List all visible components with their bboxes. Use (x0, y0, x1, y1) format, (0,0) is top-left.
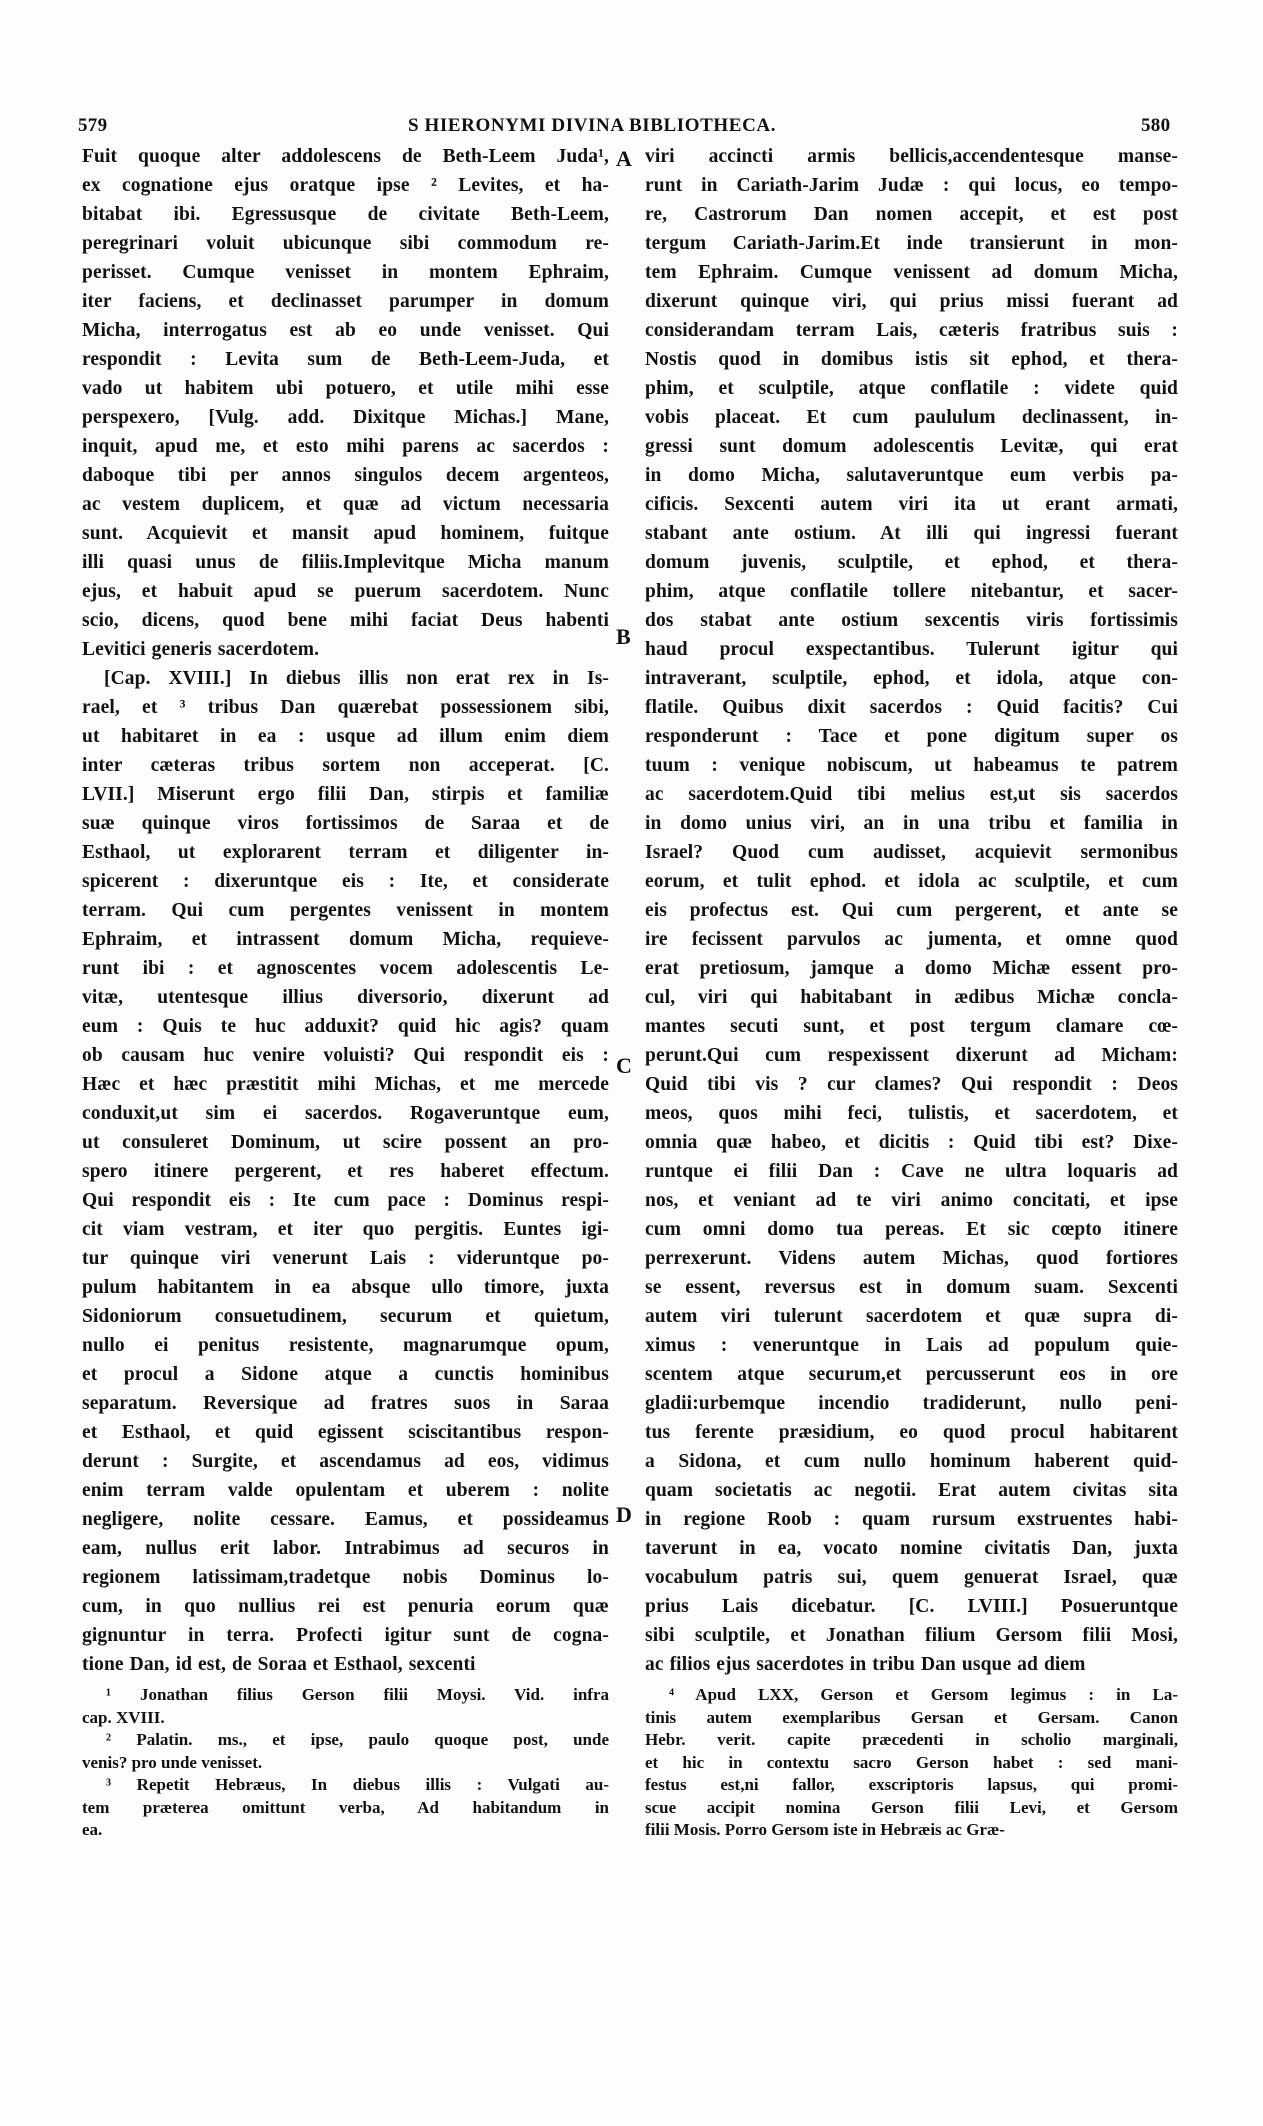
text-line: phim, et sculptile, atque conflatile : videte quid (645, 378, 1178, 399)
text-line: tus ferente præsidium, eo quod procul habitarent (645, 1422, 1178, 1443)
text-line: considerandam terram Lais, cæteris fratribus suis : (645, 320, 1178, 341)
footnote-line: scue accipit nomina Gerson filii Levi, et Gersom (645, 1797, 1178, 1817)
margin-letter-c: C (616, 1053, 632, 1078)
text-line: ximus : veneruntque in Lais ad populum quie- (645, 1335, 1178, 1356)
text-line: ob causam huc venire voluisti? Qui respondit eis : (82, 1045, 609, 1066)
text-line: illi quasi unus de filiis.Implevitque Micha manum (82, 552, 609, 573)
text-line: Nostis quod in domibus istis sit ephod, et thera- (645, 349, 1178, 370)
text-line: re, Castrorum Dan nomen accepit, et est post (645, 204, 1178, 225)
text-line: ac vestem duplicem, et quæ ad victum necessaria (82, 494, 609, 515)
text-line: dixerunt quinque viri, qui prius missi fuerant ad (645, 291, 1178, 312)
text-line: ac filios ejus sacerdotes in tribu Dan usque ad diem (645, 1654, 1086, 1675)
text-line: perspexero, [Vulg. add. Dixitque Michas.] Mane, (82, 407, 609, 428)
text-line: intraverant, sculptile, ephod, et idola, atque con- (645, 668, 1178, 689)
text-line: gressi sunt domum adolescentis Levitæ, qui erat (645, 436, 1178, 457)
footnote-line: venis? pro unde venisset. (82, 1752, 263, 1772)
text-line: pulum habitantem in ea absque ullo timore, juxta (82, 1277, 609, 1298)
footnote-line: festus est,ni fallor, exscriptoris lapsus, qui promi- (645, 1775, 1178, 1794)
text-line: bitabat ibi. Egressusque de civitate Beth-Leem, (82, 204, 609, 225)
text-line: Esthaol, ut explorarent terram et diligenter in- (82, 842, 609, 863)
text-line: spicerent : dixeruntque eis : Ite, et considerate (82, 871, 609, 892)
footnote-line: filii Mosis. Porro Gersom iste in Hebræis ac Græ- (645, 1820, 1005, 1839)
text-line: flatile. Quibus dixit sacerdos : Quid facitis? Cui (645, 697, 1178, 718)
text-line: cul, viri qui habitabant in ædibus Michæ concla- (645, 987, 1178, 1008)
text-line: perisset. Cumque venisset in montem Ephraim, (82, 262, 609, 283)
text-line: et Esthaol, et quid egissent sciscitantibus respon- (82, 1422, 609, 1443)
text-line: runtque ei filii Dan : Cave ne ultra loquaris ad (645, 1161, 1178, 1182)
text-line: stabant ante ostium. At illi qui ingressi fuerant (645, 523, 1178, 544)
text-line: tuum : venique nobiscum, ut habeamus te patrem (645, 755, 1178, 776)
footnote-line: Hebr. verit. capite præcedenti in scholio marginali, (645, 1730, 1178, 1749)
text-line: haud procul exspectantibus. Tulerunt igitur qui (645, 639, 1178, 660)
text-line: cum, in quo nullius rei est penuria eorum quæ (82, 1596, 609, 1617)
text-line: perunt.Qui cum respexissent dixerunt ad Micham: (645, 1045, 1178, 1066)
footnote-line: ⁴ Apud LXX, Gerson et Gersom legimus : in La- (669, 1685, 1178, 1704)
right-footnotes (645, 1684, 1178, 1842)
text-line: quam societatis ac negotii. Erat autem civitas sita (645, 1480, 1178, 1501)
text-line: cum omni domo tua pereas. Et sic cœpto itinere (645, 1219, 1178, 1240)
text-line: eam, nullus erit labor. Intrabimus ad securos in (82, 1538, 609, 1559)
text-line: scentem atque securum,et percusserunt eos in ore (645, 1364, 1178, 1385)
text-line: phim, atque conflatile tollere nitebantur, et sacer- (645, 581, 1178, 602)
footnote-line: cap. XVIII. (82, 1707, 165, 1727)
text-line: prius Lais dicebatur. [C. LVIII.] Posueruntque (645, 1596, 1178, 1617)
text-line: terram. Qui cum pergentes venissent in montem (82, 900, 609, 921)
text-line: eum : Quis te huc adduxit? quid hic agis? quam (82, 1016, 609, 1037)
text-line: scio, dicens, quod bene mihi faciat Deus habenti (82, 610, 609, 631)
text-line: vocabulum patris sui, quem genuerat Israel, quæ (645, 1567, 1178, 1588)
margin-letter-d: D (616, 1502, 632, 1527)
text-line: Quid tibi vis ? cur clames? Qui respondit : Deos (645, 1074, 1178, 1095)
text-line: mantes secuti sunt, et post tergum clamare cœ- (645, 1016, 1178, 1037)
text-line: responderunt : Tace et pone digitum super os (645, 726, 1178, 747)
text-line: cificis. Sexcenti autem viri ita ut erant armati, (645, 494, 1178, 515)
margin-letter-b: B (616, 624, 631, 649)
running-title: S HIERONYMI DIVINA BIBLIOTHECA. (408, 115, 777, 136)
text-line: peregrinari voluit ubicunque sibi commodum re- (82, 233, 609, 254)
text-line: autem viri tulerunt sacerdotem et quæ supra di- (645, 1306, 1178, 1327)
left-footnotes (82, 1684, 609, 1842)
text-line: meos, quos mihi feci, tulistis, et sacerdotem, et (645, 1103, 1178, 1124)
text-line: tur quinque viri venerunt Lais : videruntque po- (82, 1248, 609, 1269)
text-line: et procul a Sidone atque a cunctis hominibus (82, 1364, 609, 1385)
left-column-text (82, 142, 609, 1679)
footnote-line: ea. (82, 1820, 103, 1839)
text-line: vitæ, utentesque illius diversorio, dixerunt ad (82, 987, 609, 1008)
text-line: tergum Cariath-Jarim.Et inde transierunt in mon- (645, 233, 1178, 254)
text-line: iter faciens, et declinasset parumper in domum (82, 291, 609, 312)
text-line: inter cæteras tribus sortem non acceperat. [C. (82, 755, 609, 776)
text-line: sunt. Acquievit et mansit apud hominem, fuitque (82, 523, 609, 544)
text-line: Israel? Quod cum audisset, acquievit sermonibus (645, 842, 1178, 863)
text-line: Hæc et hæc præstitit mihi Michas, et me mercede (82, 1074, 609, 1095)
text-line: tem Ephraim. Cumque venissent ad domum Micha, (645, 262, 1178, 283)
text-line: respondit : Levita sum de Beth-Leem-Juda, et (82, 349, 609, 370)
text-line: eis profectus est. Qui cum pergerent, et ante se (645, 900, 1178, 921)
text-line: vobis placeat. Et cum paululum declinassent, in- (645, 407, 1178, 428)
text-line: regionem latissimam,tradetque nobis Dominus lo- (82, 1567, 609, 1588)
text-line: tione Dan, id est, de Soraa et Esthaol, sexcenti (82, 1654, 476, 1675)
text-line: taverunt in ea, vocato nomine civitatis Dan, juxta (645, 1538, 1178, 1559)
text-line: Ephraim, et intrassent domum Micha, requieve- (82, 929, 609, 950)
text-line: ire fecissent parvulos ac jumenta, et omne quod (645, 929, 1178, 950)
text-line: Levitici generis sacerdotem. (82, 639, 320, 660)
text-line: cit viam vestram, et iter quo pergitis. Euntes igi- (82, 1219, 609, 1240)
footnote-line: ¹ Jonathan filius Gerson filii Moysi. Vid. infra (106, 1685, 609, 1704)
footnote-line: et hic in contextu sacro Gerson habet : sed mani- (645, 1752, 1178, 1772)
text-line: Sidoniorum consuetudinem, securum et quietum, (82, 1306, 609, 1327)
text-line: spero itinere pergerent, et res haberet effectum. (82, 1161, 609, 1182)
text-line: daboque tibi per annos singulos decem argenteos, (82, 465, 609, 486)
text-line: separatum. Reversique ad fratres suos in Saraa (82, 1393, 609, 1414)
text-line: ex cognatione ejus oratque ipse ² Levites, et ha- (82, 175, 609, 196)
text-line: [Cap. XVIII.] In diebus illis non erat rex in Is- (104, 668, 609, 689)
footnote-line: tinis autem exemplaribus Gersan et Gersam. Canon (645, 1707, 1178, 1727)
text-line: enim terram valde opulentam et uberem : nolite (82, 1480, 609, 1501)
text-line: conduxit,ut sim ei sacerdos. Rogaveruntque eum, (82, 1103, 609, 1124)
text-line: ac sacerdotem.Quid tibi melius est,ut sis sacerdos (645, 784, 1178, 805)
text-line: derunt : Surgite, et ascendamus ad eos, vidimus (82, 1451, 609, 1472)
text-line: suæ quinque viros fortissimos de Saraa et de (82, 813, 609, 834)
page-number-left: 579 (78, 115, 108, 136)
text-line: Fuit quoque alter addolescens de Beth-Leem Juda¹, (82, 146, 609, 167)
text-line: in domo Micha, salutaveruntque eum verbis pa- (645, 465, 1178, 486)
text-line: in regione Roob : quam rursum exstruentes habi- (645, 1509, 1178, 1530)
text-line: nos, et veniant ad te viri animo concitati, et ipse (645, 1190, 1178, 1211)
footnote-line: ³ Repetit Hebræus, In diebus illis : Vulgati au- (106, 1775, 609, 1794)
footnote-line: tem præterea omittunt verba, Ad habitandum in (82, 1797, 609, 1817)
text-line: domum juvenis, sculptile, et ephod, et thera- (645, 552, 1178, 573)
page-number-right: 580 (1141, 115, 1171, 136)
text-line: ut consuleret Dominum, ut scire possent an pro- (82, 1132, 609, 1153)
text-line: negligere, nolite cessare. Eamus, et possideamus (82, 1509, 609, 1530)
footnote-line: ² Palatin. ms., et ipse, paulo quoque post, unde (106, 1730, 609, 1749)
text-line: gignuntur in terra. Profecti igitur sunt de cogna- (82, 1625, 609, 1646)
text-line: omnia quæ habeo, et dicitis : Quid tibi est? Dixe- (645, 1132, 1178, 1153)
text-line: nullo ei penitus resistente, magnarumque opum, (82, 1335, 609, 1356)
text-line: LVII.] Miserunt ergo filii Dan, stirpis et familiæ (82, 784, 609, 805)
text-line: perrexerunt. Videns autem Michas, quod fortiores (645, 1248, 1178, 1269)
text-line: Qui respondit eis : Ite cum pace : Dominus respi- (82, 1190, 609, 1211)
text-line: a Sidona, et cum nullo hominum haberent quid- (645, 1451, 1178, 1472)
right-column-text (645, 142, 1178, 1679)
text-line: runt ibi : et agnoscentes vocem adolescentis Le- (82, 958, 609, 979)
text-line: inquit, apud me, et esto mihi parens ac sacerdos : (82, 436, 609, 457)
text-line: dos stabat ante ostium sexcentis viris fortissimis (645, 610, 1178, 631)
text-line: rael, et ³ tribus Dan quærebat possessionem sibi, (82, 697, 609, 718)
text-line: Micha, interrogatus est ab eo unde venisset. Qui (82, 320, 609, 341)
text-line: erat pretiosum, jamque a domo Michæ essent pro- (645, 958, 1178, 979)
text-line: runt in Cariath-Jarim Judæ : qui locus, eo tempo- (645, 175, 1178, 196)
text-line: eorum, et tulit ephod. et idola ac sculptile, et cum (645, 871, 1178, 892)
text-line: gladii:urbemque incendio tradiderunt, nullo peni- (645, 1393, 1178, 1414)
text-line: viri accincti armis bellicis,accendentesque manse- (645, 146, 1178, 167)
text-line: ejus, et habuit apud se puerum sacerdotem. Nunc (82, 581, 609, 602)
text-line: se essent, reversus est in domum suam. Sexcenti (645, 1277, 1178, 1298)
text-line: in domo unius viri, an in una tribu et familia in (645, 813, 1178, 834)
text-line: sibi sculptile, et Jonathan filium Gersom filii Mosi, (645, 1625, 1178, 1646)
margin-letter-a: A (616, 146, 632, 171)
text-line: ut habitaret in ea : usque ad illum enim diem (82, 726, 609, 747)
text-line: vado ut habitem ubi potuero, et utile mihi esse (82, 378, 609, 399)
